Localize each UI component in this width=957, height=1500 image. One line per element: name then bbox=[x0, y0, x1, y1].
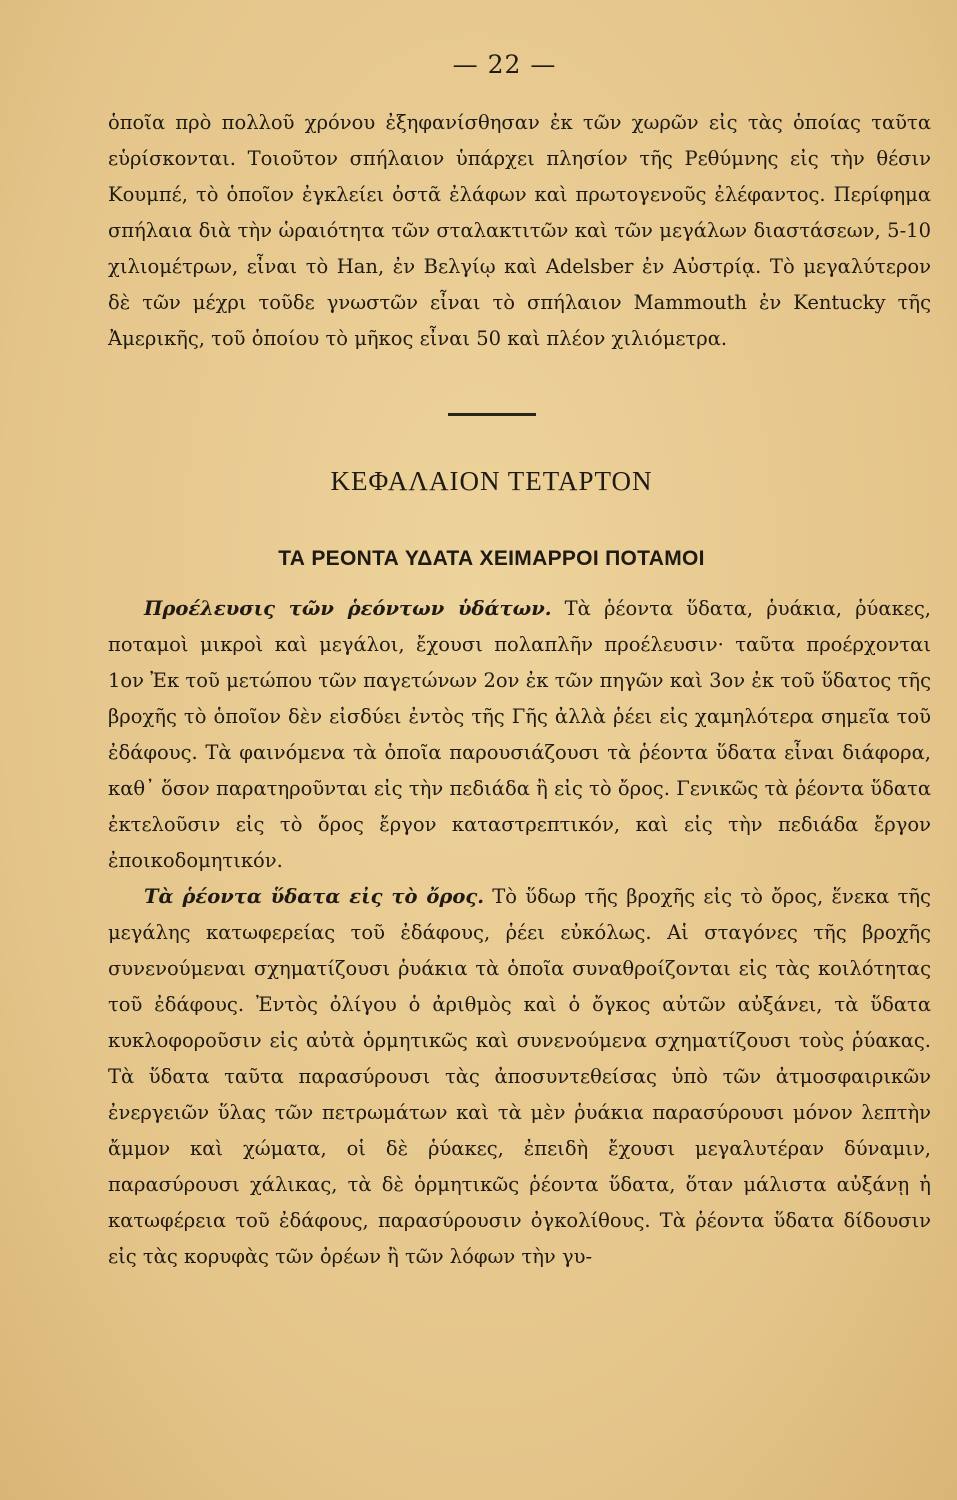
paragraph-body: Τὸ ὕδωρ τῆς βροχῆς εἰς τὸ ὄρος, ἕνεκα τῆς μεγάλης κατωφερείας τοῦ ἐδάφους, ῥέει εὐκόλως. Αἱ σταγόνες τῆς βροχῆς συνενούμεναι σχηματίζουσι ῥυάκια τὰ ὁποῖα συναθροίζονται εἰς τὰς κοιλότητας τοῦ ἐδάφους. Ἐντὸς ὀλίγου ὁ ἀριθμὸς καὶ ὁ ὄγκος αὐτῶν αὐξάνει, τὰ ὕδατα κυκλοφοροῦσιν εἰς αὐτὰ ὁρμητικῶς καὶ συνενούμενα σχηματίζουσι τοὺς ῥύακας. Τὰ ὕδατα ταῦτα παρασύρουσι τὰς ἀποσυντεθείσας ὑπὸ τῶν ἀτμοσφαιρικῶν ἐνεργειῶν ὕλας τῶν πετρωμάτων καὶ τὰ μὲν ῥυάκια παρασύρουσι μόνον λεπτὴν ἄμμον καὶ χώματα, οἱ δὲ ῥύακες, ἐπειδὴ ἔχουσι μεγαλυτέραν δύναμιν, παρασύρουσι χάλικας, τὰ δὲ ὁρμητικῶς ῥέοντα ὕδατα, ὅταν μάλιστα αὐξάνῃ ἡ κατωφέρεια τοῦ ἐδάφους, παρασύρουσιν ὀγκολίθους. Τὰ ῥέοντα ὕδατα δίδουσιν εἰς τὰς κορυφὰς τῶν ὀρέων ἢ τῶν λόφων τὴν γυ- bbox=[108, 885, 931, 1268]
paragraph-lead-heading: Προέλευσις τῶν ῥεόντων ὑδάτων. bbox=[144, 597, 552, 620]
section-title: ΤΑ ΡΕΟΝΤΑ ΥΔΑΤΑ ΧΕΙΜΑΡΡΟΙ ΠΟΤΑΜΟΙ bbox=[278, 547, 705, 570]
paragraph-body: Τὰ ῥέοντα ὕδατα, ῥυάκια, ῥύακες, ποταμοὶ μικροὶ καὶ μεγάλοι, ἔχουσι πολαπλῆν προέλευσιν· ταῦτα προέρχονται 1ον Ἐκ τοῦ μετώπου τῶν παγετώνων 2ον ἐκ τῶν πηγῶν καὶ 3ον ἐκ τοῦ ὕδατος τῆς βροχῆς τὸ ὁποῖον δὲν εἰσδύει ἐντὸς τῆς Γῆς ἀλλὰ ῥέει εἰς χαμηλότερα σημεῖα τοῦ ἐδάφους. Τὰ φαινόμενα τὰ ὁποῖα παρουσιάζουσι τὰ ῥέοντα ὕδατα εἶναι διάφορα, καθ᾿ ὅσον παρατηροῦνται εἰς τὴν πεδιάδα ἢ εἰς τὸ ὄρος. Γενικῶς τὰ ῥέοντα ὕδατα ἐκτελοῦσιν εἰς τὸ ὄρος ἔργον καταστρεπτικόν, καὶ εἰς τὴν πεδιάδα ἔργον ἐποικοδομητικόν. bbox=[108, 597, 931, 872]
paragraph-waters-on-mountain bbox=[108, 879, 931, 1275]
chapter-title: ΚΕΦΑΛΑΙΟΝ ΤΕΤΑΡΤΟΝ bbox=[330, 466, 653, 496]
continued-paragraph: ὁποῖα πρὸ πολλοῦ χρόνου ἐξηφανίσθησαν ἐκ τῶν χωρῶν εἰς τὰς ὁποίας ταῦτα εὑρίσκονται. Τοιοῦτον σπήλαιον ὑπάρχει πλησίον τῆς Ρεθύμνης εἰς τὴν θέσιν Κουμπέ, τὸ ὁποῖον ἐγκλείει ὀστᾶ ἐλάφων καὶ πρωτογενοῦς ἐλέφαντος. Περίφημα σπήλαια διὰ τὴν ὡραιότητα τῶν σταλακτιτῶν καὶ τῶν μεγάλων διαστάσεων, 5-10 χιλιομέτρων, εἶναι τὸ Han, ἐν Βελγίῳ καὶ Adelsber ἐν Αὐστρίᾳ. Τὸ μεγαλύτερον δὲ τῶν μέχρι τοῦδε γνωστῶν εἶναι τὸ σπήλαιον Mammouth ἐν Kentucky τῆς Ἀμερικῆς, τοῦ ὁποίου τὸ μῆκος εἶναι 50 καὶ πλέον χιλιόμετρα. bbox=[108, 111, 931, 350]
paragraph-origin-of-running-waters bbox=[108, 591, 931, 879]
separator-rule bbox=[448, 413, 536, 416]
paragraph-lead-heading: Τὰ ῥέοντα ὕδατα εἰς τὸ ὄρος. bbox=[144, 885, 484, 908]
page-number: — 22 — bbox=[452, 50, 557, 79]
